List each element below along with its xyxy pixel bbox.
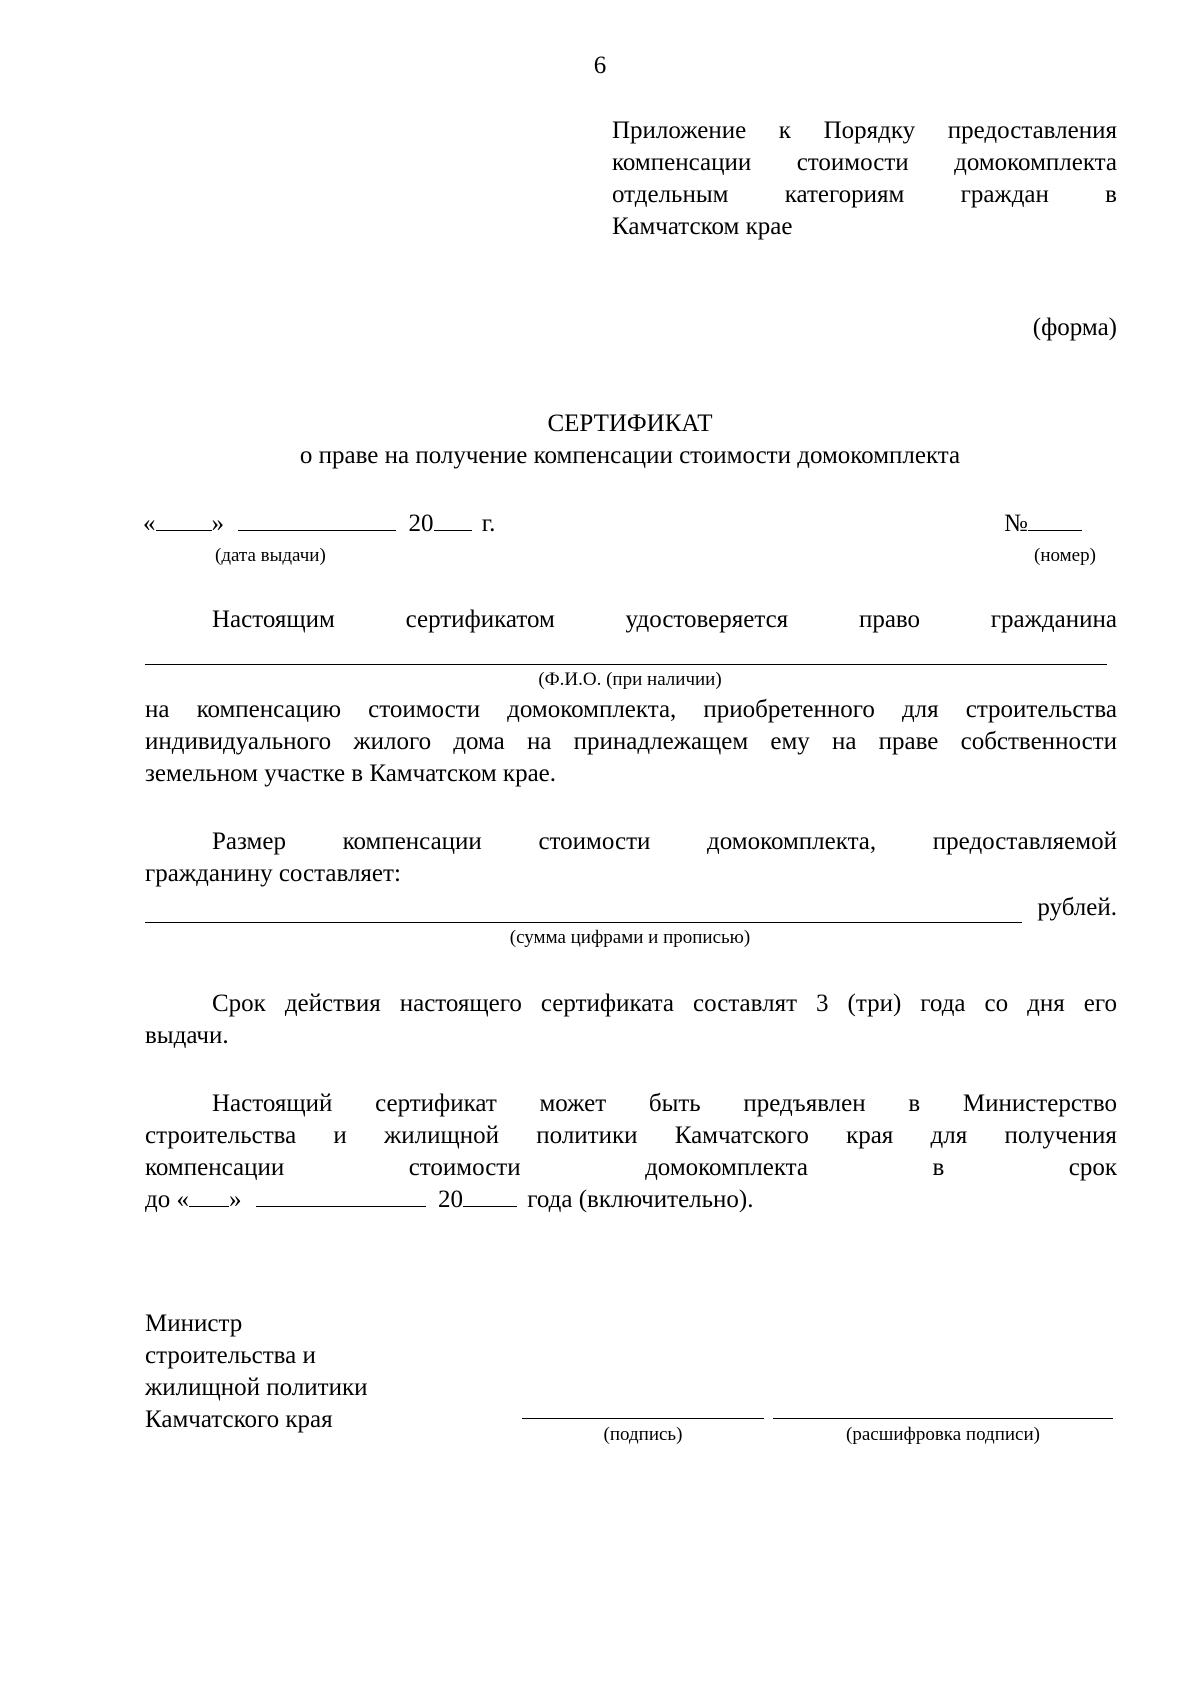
para4-line-3: компенсации стоимости домокомплекта в срок — [145, 1154, 1117, 1181]
para2-line-2: гражданину составляет: — [145, 860, 401, 887]
appendix-line-4: Камчатском крае — [612, 213, 793, 240]
para1-line-2: на компенсацию стоимости домокомплекта, приобретенного для строительства — [145, 696, 1117, 723]
page-number: 6 — [593, 52, 607, 79]
para4-line-1: Настоящий сертификат может быть предъявлен в Министерство — [212, 1090, 1117, 1117]
para3-line-1: Срок действия настоящего сертификата составлят 3 (три) года со дня его — [212, 990, 1117, 1017]
signature-caption: (подпись) — [603, 1424, 683, 1445]
signatory-line-2: строительства и — [145, 1342, 316, 1369]
signatory-block — [145, 1308, 368, 1436]
compensation-sum-line — [145, 922, 1022, 923]
para2-line-1: Размер компенсации стоимости домокомплекта, предоставляемой — [212, 828, 1117, 855]
year-blank — [434, 508, 472, 531]
number-blank — [1028, 508, 1082, 531]
para1-line-4: земельном участке в Камчатском крае. — [145, 760, 557, 787]
number-caption: (номер) — [1034, 545, 1096, 566]
citizen-name-line — [145, 664, 1107, 665]
signature-decode-line — [773, 1418, 1113, 1419]
appendix-line-1: Приложение к Порядку предоставления — [612, 117, 1117, 144]
para4-line-2: строительства и жилищной политики Камчатского края для получения — [145, 1122, 1117, 1149]
para1-line-3: индивидуального жилого дома на принадлежащем ему на праве собственности — [145, 728, 1117, 755]
valid-until-field: до « » 20 года (включительно). — [145, 1186, 754, 1213]
signature-decode-caption: (расшифровка подписи) — [846, 1424, 1040, 1445]
citizen-name-caption: (Ф.И.О. (при наличии) — [538, 669, 722, 690]
until-year-blank — [463, 1184, 517, 1207]
day-blank — [156, 508, 212, 531]
para1-line-1: Настоящим сертификатом удостоверяется право гражданина — [212, 606, 1117, 633]
appendix-line-3: отдельным категориям граждан в — [612, 181, 1117, 208]
appendix-block — [612, 115, 1117, 243]
signatory-line-3: жилищной политики — [145, 1374, 368, 1401]
month-blank — [238, 508, 396, 531]
form-label: (форма) — [1032, 314, 1117, 341]
appendix-line-2: компенсации стоимости домокомплекта — [612, 149, 1117, 176]
signatory-line-1: Министр — [145, 1310, 243, 1337]
until-day-blank — [189, 1184, 229, 1207]
until-month-blank — [256, 1184, 426, 1207]
currency-label: рублей. — [1037, 894, 1117, 921]
para3-line-2: выдачи. — [145, 1022, 229, 1049]
sum-caption: (сумма цифрами и прописью) — [509, 927, 751, 948]
document-subtitle: о праве на получение компенсации стоимости домокомплекта — [299, 442, 961, 469]
document-title: СЕРТИФИКАТ — [547, 410, 713, 437]
issue-date-caption: (дата выдачи) — [215, 545, 326, 566]
signatory-line-4: Камчатского края — [145, 1406, 333, 1433]
certificate-number-field: № — [1004, 508, 1082, 540]
issue-date-field: « » 20 г. — [143, 510, 496, 537]
signature-line — [522, 1418, 764, 1419]
